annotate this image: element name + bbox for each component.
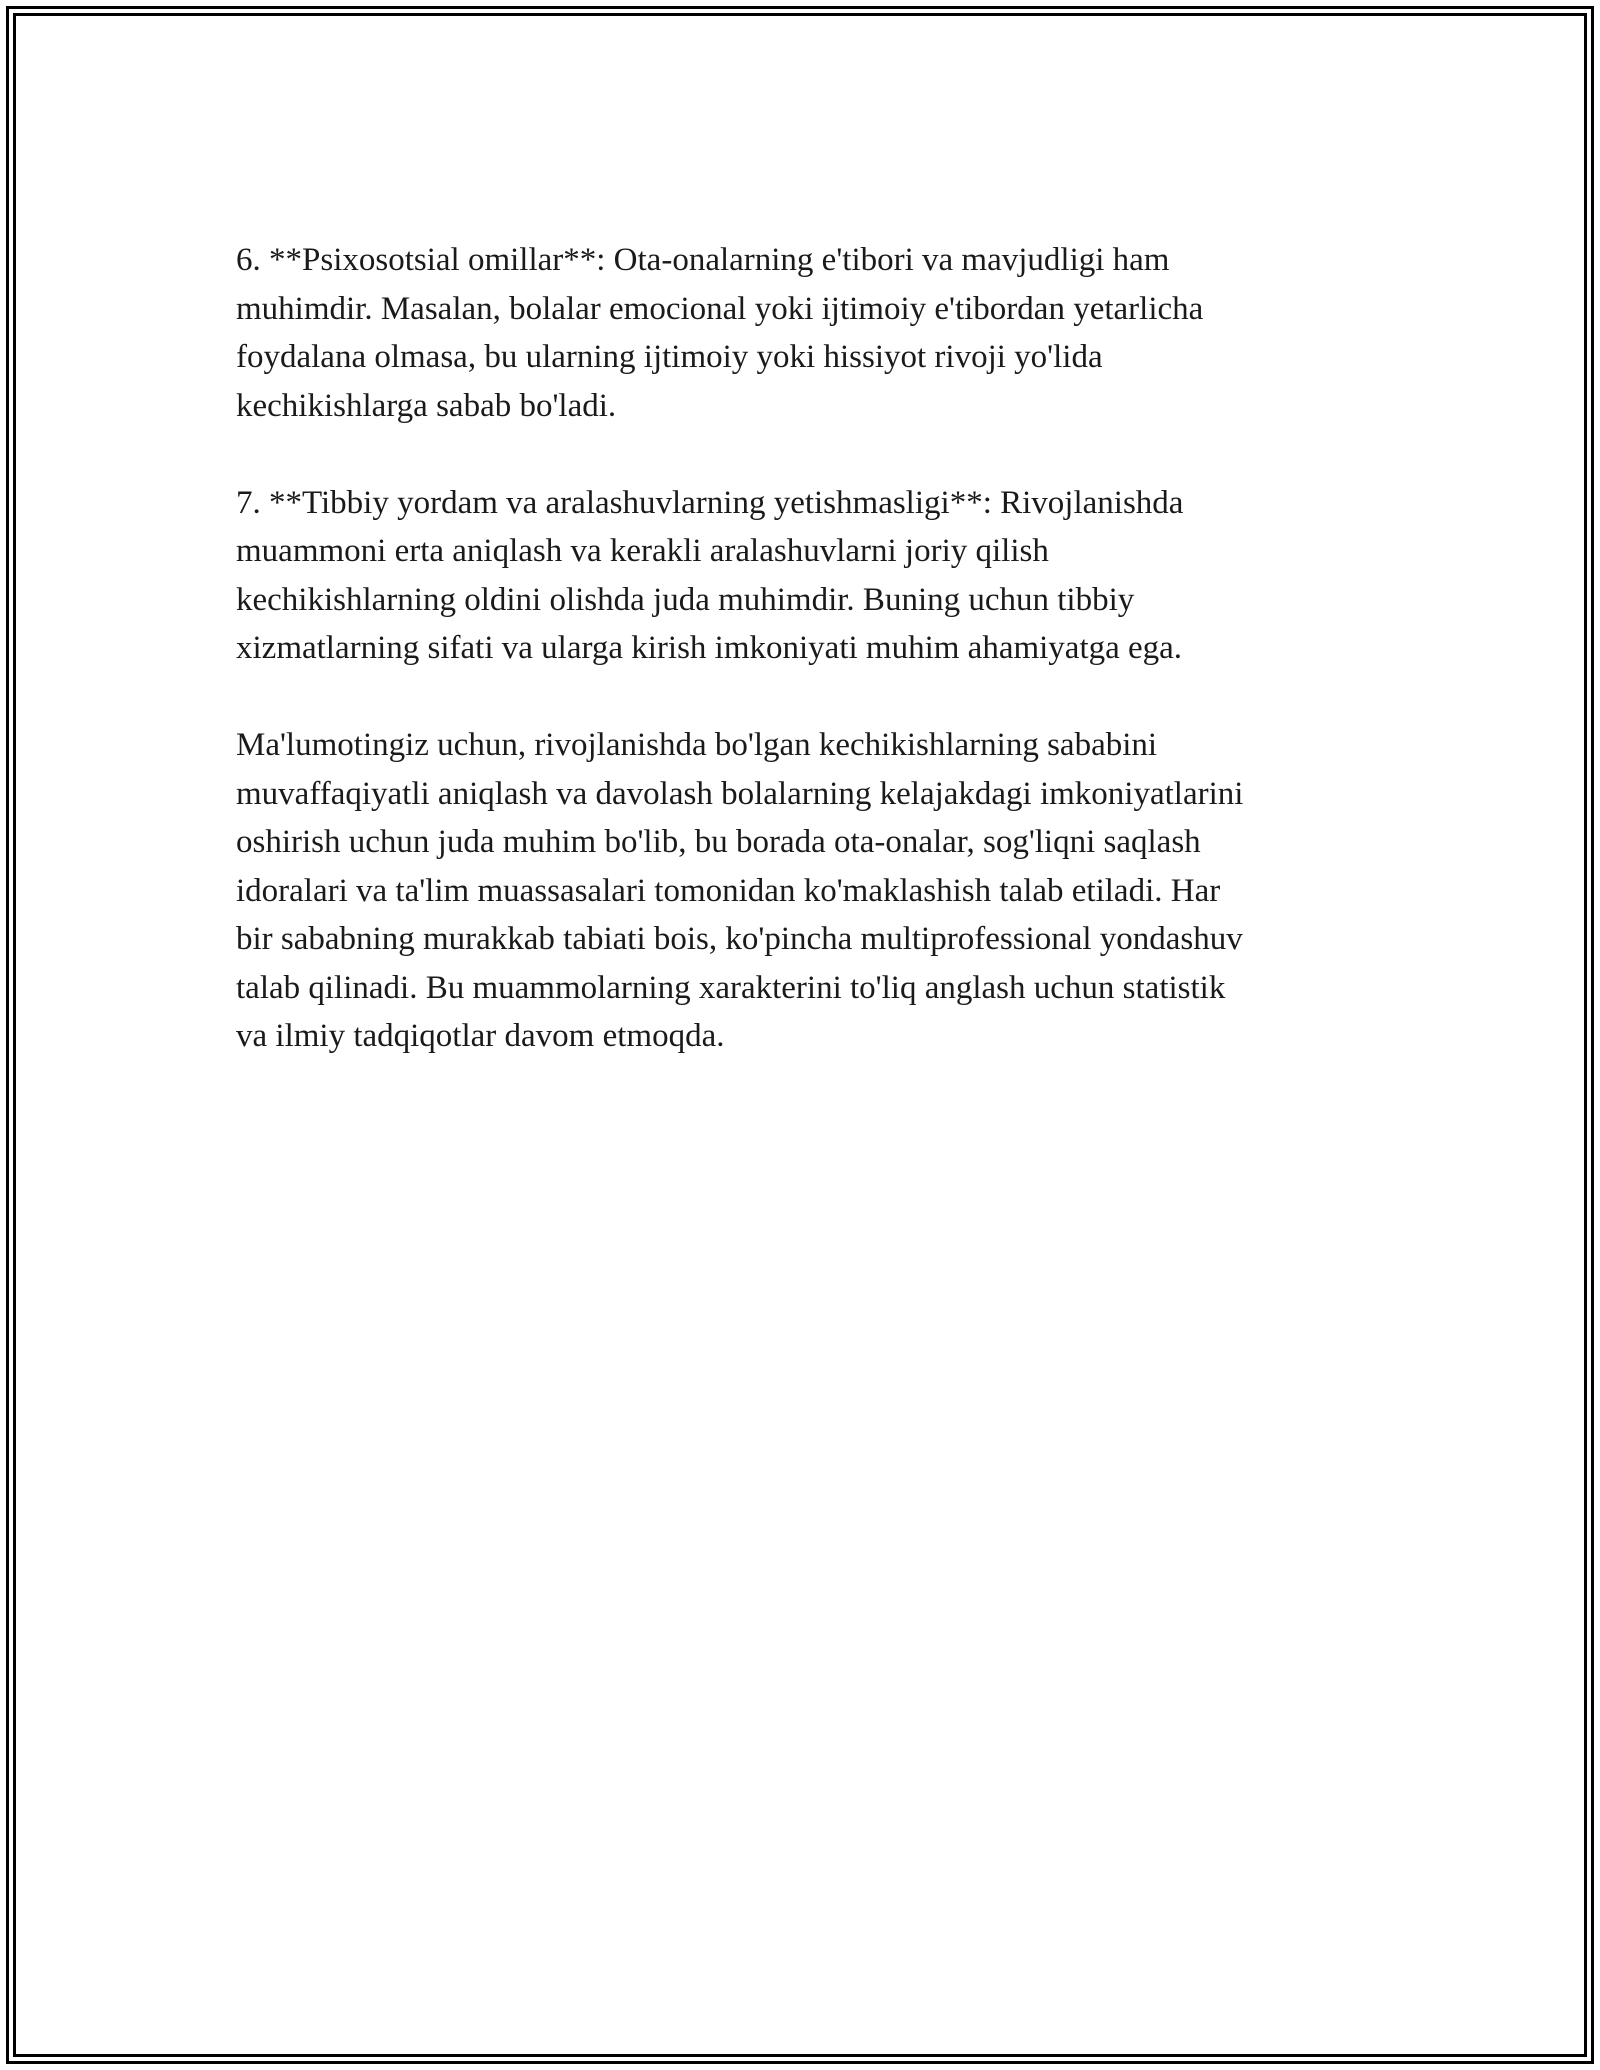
paragraph-medical-care: 7. **Tibbiy yordam va aralashuvlarning yetishmasligi**: Rivojlanishda muammoni erta aniqlash va kerakli aralashuvlarni joriy qilish kechikishlarning oldini olishda juda muhimdir. Buning uchun tibbiy xizmatlarning sifati va ularga kirish imkoniyati muhim ahamiyatga ega. [236, 484, 1184, 666]
paragraph-conclusion: Ma'lumotingiz uchun, rivojlanishda bo'lgan kechikishlarning sababini muvaffaqiyatli aniqlash va davolash bolalarning kelajakdagi imkoniyatlarini oshirish uchun juda muhim bo'lib, bu borada ota-onalar, sog'liqni saqlash idoralari va ta'lim muassasalari tomonidan ko'maklashish talab etiladi. Har bir sababning murakkab tabiati bois, ko'pincha multiprofessional yondashuv talab qilinadi. Bu muammolarning xarakterini to'liq anglash uchun statistik va ilmiy tadqiqotlar davom etmoqda. [236, 727, 1244, 1054]
document-body [236, 236, 1366, 1109]
paragraph-psychosocial-factors: 6. **Psixosotsial omillar**: Ota-onalarning e'tibori va mavjudligi ham muhimdir. Masalan, bolalar emocional yoki ijtimoiy e'tibordan yetarlicha foydalana olmasa, bu ularning ijtimoiy yoki hissiyot rivoji yo'lida kechikishlarga sabab bo'ladi. [236, 242, 1204, 424]
